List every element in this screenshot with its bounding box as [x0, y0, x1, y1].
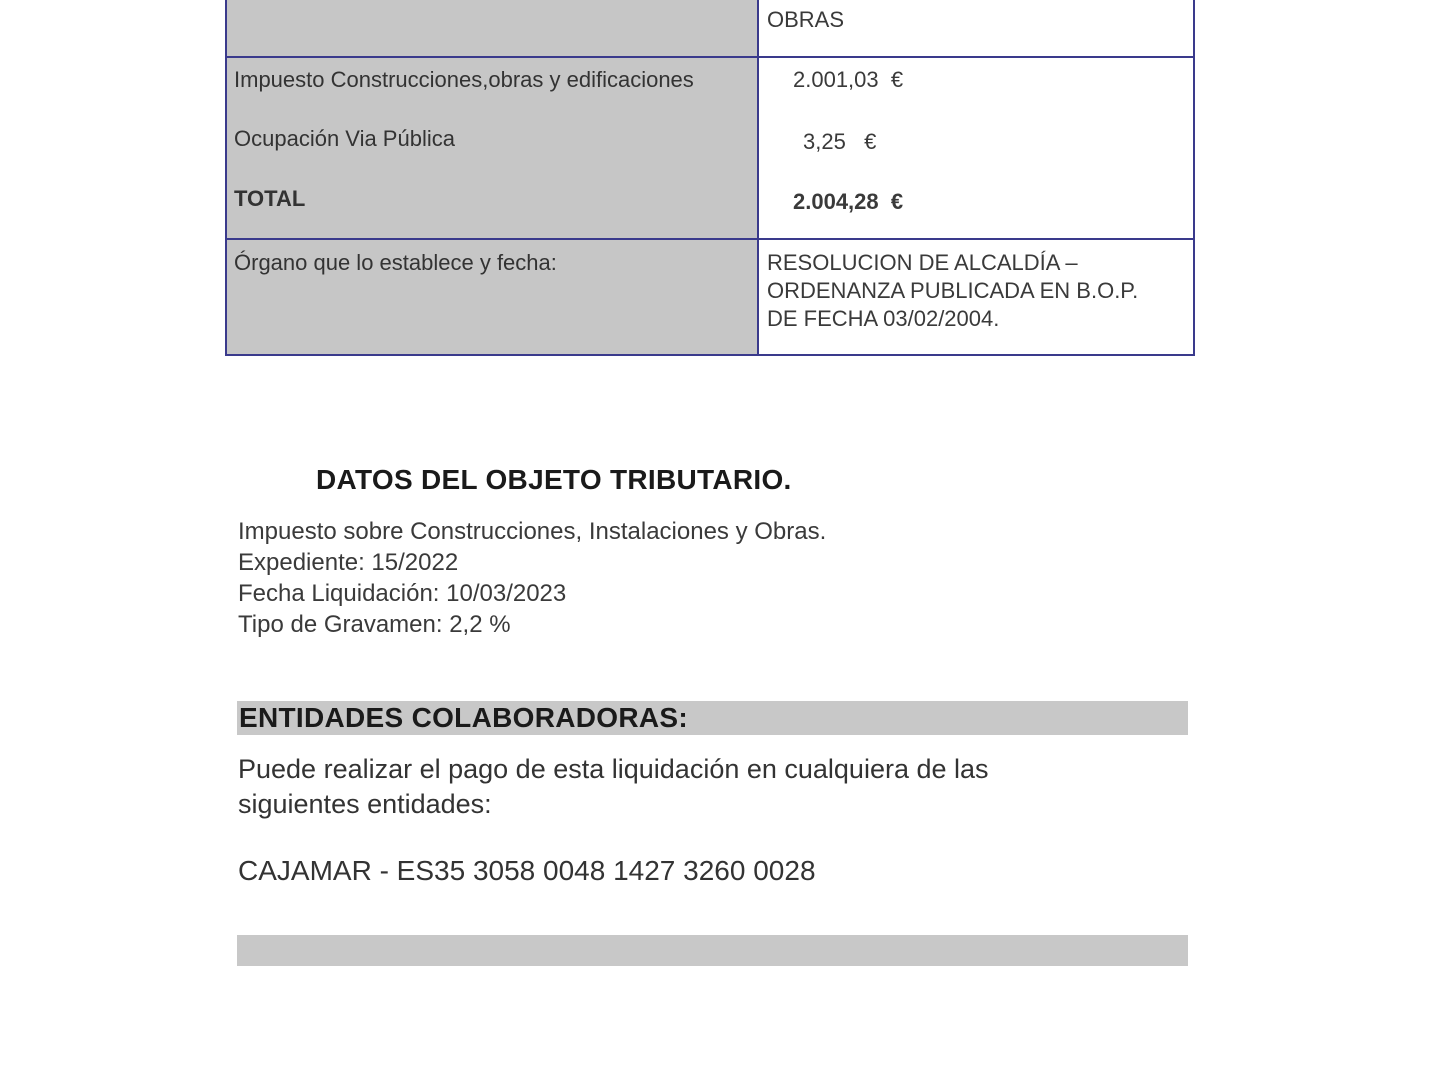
entidades-text-line: siguientes entidades: [238, 789, 492, 819]
importes-value-cell [758, 57, 1194, 239]
datos-line-impuesto: Impuesto sobre Construcciones, Instalaciones y Obras. [238, 518, 827, 545]
importes-label-cell [226, 57, 758, 239]
table-row-importes [226, 57, 1194, 239]
footer-bar [237, 935, 1188, 966]
ocupacion-label: Ocupación Via Pública [234, 126, 455, 151]
organo-value-cell [758, 239, 1194, 355]
datos-heading: DATOS DEL OBJETO TRIBUTARIO. [316, 464, 792, 495]
organo-value-line: ORDENANZA PUBLICADA EN B.O.P. [767, 278, 1139, 303]
ocupacion-value: 3,25 € [803, 129, 877, 154]
total-label: TOTAL [234, 186, 306, 211]
icio-label: Impuesto Construcciones,obras y edificaciones [234, 67, 694, 92]
organo-label-cell [226, 239, 758, 355]
datos-line-expediente: Expediente: 15/2022 [238, 549, 459, 576]
table-row-concepto [226, 0, 1194, 57]
icio-value: 2.001,03 € [793, 67, 904, 92]
organo-label: Órgano que lo establece y fecha: [234, 250, 557, 275]
entidades-text [238, 752, 1138, 822]
concepto-label-cell [226, 0, 758, 57]
datos-block [238, 516, 826, 640]
datos-line-fecha: Fecha Liquidación: 10/03/2023 [238, 580, 567, 607]
table-row-organo [226, 239, 1194, 355]
entidades-heading-bar [237, 701, 1188, 735]
organo-value-line: DE FECHA 03/02/2004. [767, 306, 1000, 331]
concepto-value-cell [758, 0, 1194, 57]
datos-line-gravamen: Tipo de Gravamen: 2,2 % [238, 611, 511, 638]
bank-account: CAJAMAR - ES35 3058 0048 1427 3260 0028 [238, 855, 816, 886]
entidades-heading: ENTIDADES COLABORADORAS: [239, 702, 688, 733]
entidades-text-line: Puede realizar el pago de esta liquidación en cualquiera de las [238, 754, 989, 784]
organo-value-line: RESOLUCION DE ALCALDÍA – [767, 250, 1078, 275]
total-value: 2.004,28 € [793, 189, 904, 214]
concepto-value: OBRAS [767, 7, 845, 32]
liquidation-table [225, 0, 1195, 356]
